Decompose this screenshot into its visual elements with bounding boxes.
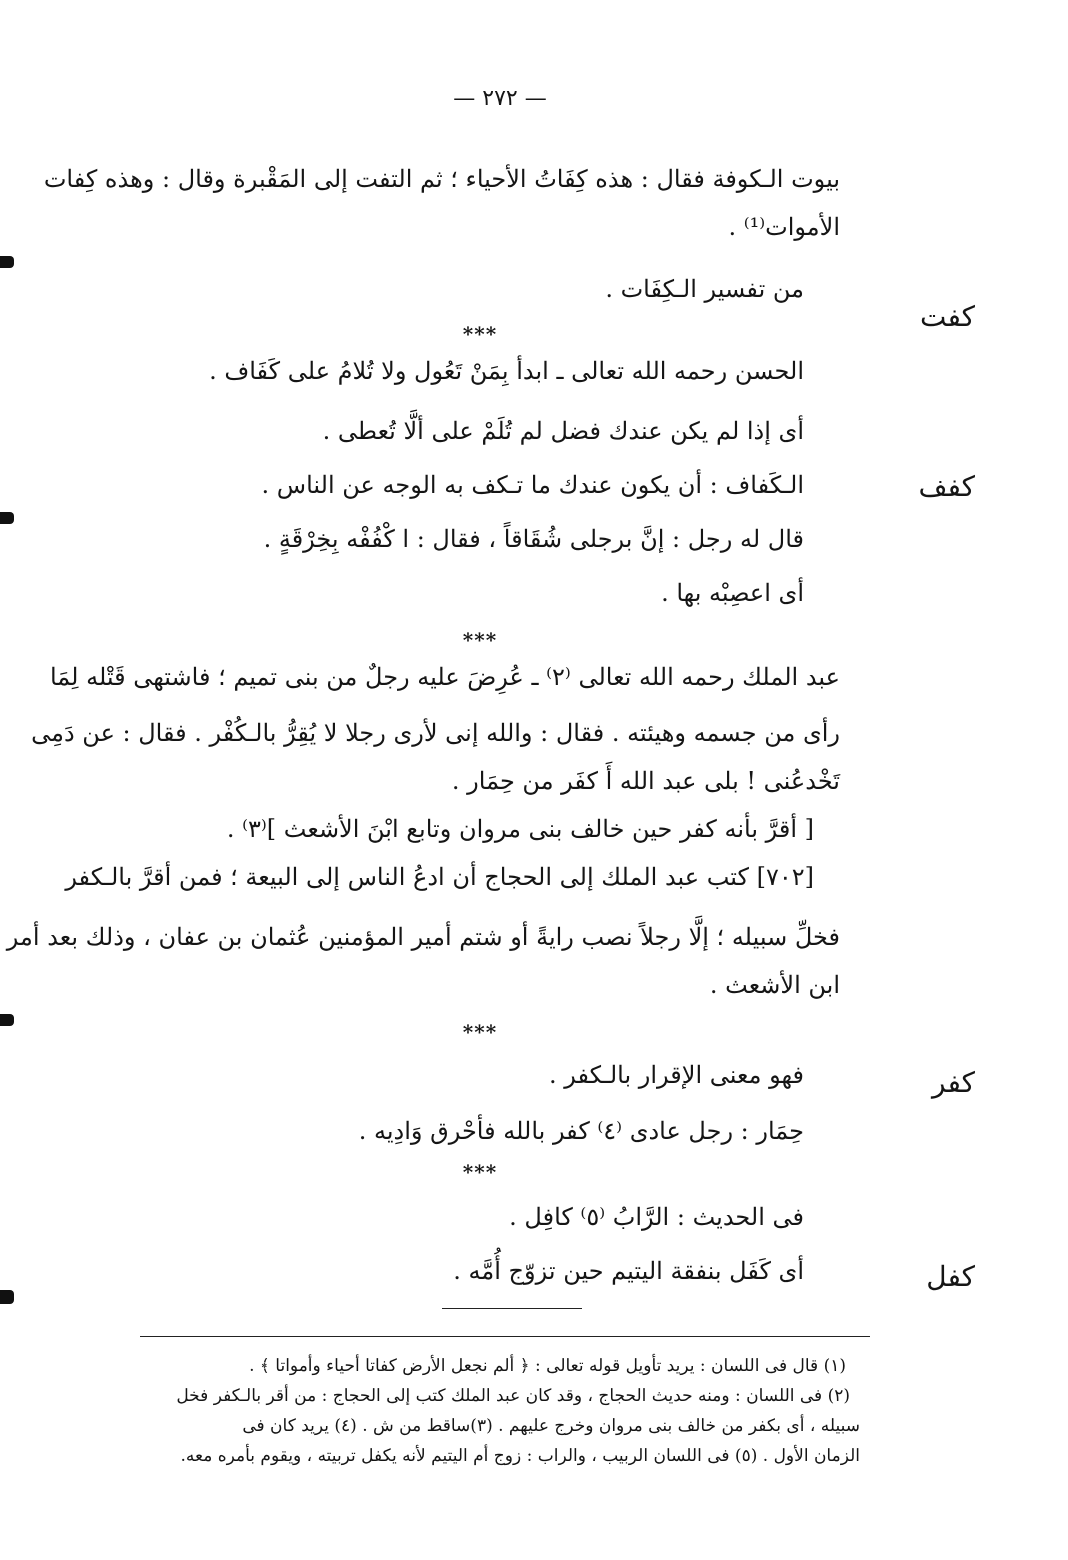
- text-line: بيوت الـكوفة فقال : هذه كِفَاتُ الأحياء ؛ ثم التفت إلى المَقْبرة وقال : وهذه كِفات: [43, 165, 840, 193]
- text-line: الـكَفاف : أن يكون عندك ما تـكف به الوجه عن الناس .: [261, 471, 804, 499]
- text-line: فى الحديث : الرَّابُ ⁽٥⁾ كافِل .: [509, 1203, 804, 1231]
- footnote-line: الزمان الأول . (٥) فى اللسان الربيب ، والراب : زوج أم اليتيم لأنه يكفل تربيته ، ويقوم بأمره معه.: [180, 1446, 860, 1466]
- entry-term: كفف: [918, 470, 975, 503]
- text-line: الحسن رحمه الله تعالى ـ ابدأ بِمَنْ تَعُول ولا تُلامُ على كَفَاف .: [209, 357, 804, 385]
- section-separator: ***: [462, 1160, 498, 1184]
- text-line: فهو معنى الإقرار بالـكفر .: [548, 1061, 804, 1089]
- text-line: أى كَفَل بنفقة اليتيم حين تزوّج أُمَّه .: [453, 1257, 804, 1285]
- text-line: ابن الأشعث .: [709, 971, 840, 999]
- entry-term: كفر: [932, 1066, 975, 1099]
- section-separator: ***: [462, 628, 498, 652]
- scan-edge-mark: [0, 512, 14, 524]
- text-line: أى إذا لم يكن عندك فضل لم تُلَمْ على ألَّا تُعطى .: [322, 417, 804, 445]
- text-line: رأى من جسمه وهيئته . فقال : والله إنى لأرى رجلا لا يُقِرُّ بالـكُفْر . فقال : عن دَمِى: [31, 719, 840, 747]
- footnote-line: (٢) فى اللسان : ومنه حديث الحجاج ، وقد كان عبد الملك كتب إلى الحجاج : من أقر بالـكفر فخل: [176, 1386, 850, 1406]
- text-line: أى اعصِبْه بها .: [661, 579, 804, 607]
- scan-edge-mark: [0, 1290, 14, 1304]
- text-line: من تفسير الـكِفَات .: [605, 275, 804, 303]
- text-line: [٧٠٢] كتب عبد الملك إلى الحجاج أن ادعُ الناس إلى البيعة ؛ فمن أقرَّ بالـكفر: [65, 863, 814, 891]
- text-line: عبد الملك رحمه الله تعالى ⁽٢⁾ ـ عُرِضَ عليه رجلٌ من بنى تميم ؛ فاشتهى قَتْله لِمَا: [49, 663, 840, 691]
- entry-term: كفت: [920, 300, 975, 333]
- footnote-line: (١) قال فى اللسان : يريد تأويل قوله تعالى : ﴿ ألم نجعل الأرض كفاتا أحياء وأمواتا ﴾ .: [249, 1356, 846, 1376]
- entry-term: كفل: [926, 1260, 975, 1293]
- footnote-divider: [140, 1336, 870, 1337]
- page-number: — ٢٧٢ —: [453, 86, 547, 111]
- text-line: الأموات⁽¹⁾ .: [728, 213, 840, 241]
- section-separator: ***: [462, 322, 498, 346]
- divider: [442, 1308, 582, 1309]
- text-line: قال له رجل : إنَّ برجلى شُقَاقاً ، فقال : ا كْفُفْه بِخِرْقَةٍ .: [263, 525, 804, 553]
- text-line: فخلِّ سبيله ؛ إلَّا رجلاً نصب رايةً أو شتم أمير المؤمنين عُثمان بن عفان ، وذلك بعد أمر: [6, 923, 840, 951]
- text-line: حِمَار : رجل عادى ⁽٤⁾ كفر بالله فأحْرق وَادِيه .: [358, 1117, 804, 1145]
- footnote-line: سبيله ، أى بكفر من خالف بنى مروان وخرج عليهم . (٣)ساقط من ش . (٤) يريد كان فى: [242, 1416, 860, 1436]
- text-line: [ أقرَّ بأنه كفر حين خالف بنى مروان وتابع ابْنَ الأشعث ]⁽٣⁾ .: [226, 815, 814, 843]
- section-separator: ***: [462, 1020, 498, 1044]
- scan-edge-mark: [0, 256, 14, 268]
- text-line: تَخْدعُنى ! بلى عبد الله أَ كفَر من حِمَار .: [451, 767, 840, 795]
